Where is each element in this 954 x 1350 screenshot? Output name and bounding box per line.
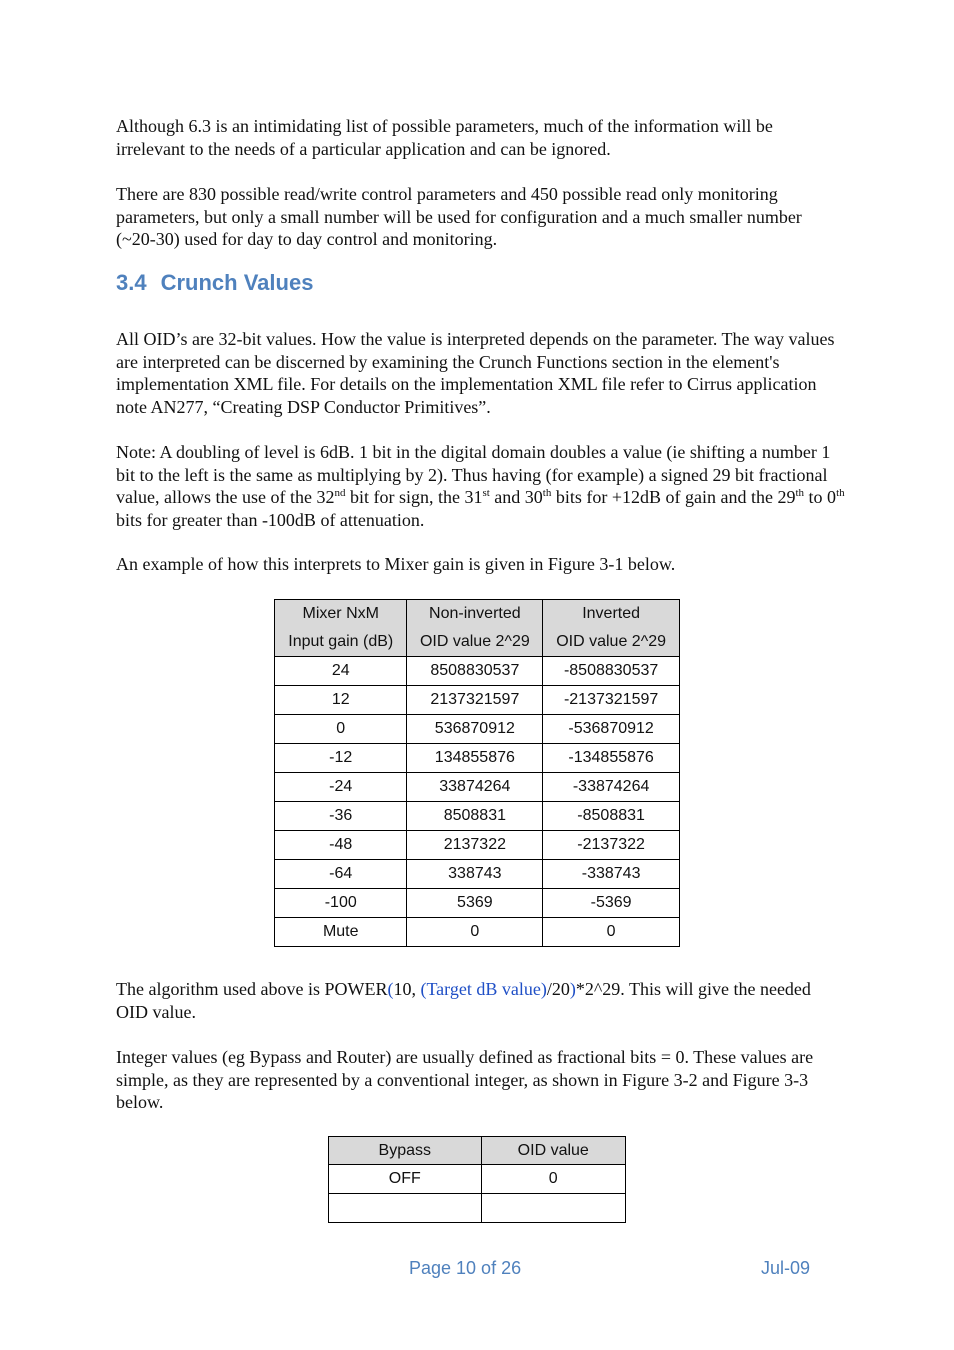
table-cell: 24 xyxy=(275,657,407,686)
table-cell: Mute xyxy=(275,918,407,947)
section-title: Crunch Values xyxy=(160,270,314,295)
table-row xyxy=(275,918,680,947)
algorithm-target-value: (Target dB value) xyxy=(420,979,547,999)
table-cell: OFF xyxy=(329,1165,482,1194)
paragraph-note xyxy=(116,441,846,531)
table-cell: -36 xyxy=(275,802,407,831)
superscript-th-3: th xyxy=(836,487,845,499)
table-row xyxy=(329,1194,626,1223)
header-inverted xyxy=(543,600,680,657)
table-cell: -5369 xyxy=(543,889,680,918)
table-header-row xyxy=(275,600,680,657)
table-cell: 8508831 xyxy=(407,802,543,831)
header-oid-value: OID value xyxy=(481,1137,626,1165)
table-cell: 134855876 xyxy=(407,744,543,773)
paragraph-intro: Although 6.3 is an intimidating list of possible parameters, much of the information will be irrelevant to the needs of a particular application and can be ignored. xyxy=(116,116,773,159)
section-number: 3.4 xyxy=(116,270,147,295)
header-bypass: Bypass xyxy=(329,1137,482,1165)
paragraph-example-intro: An example of how this interprets to Mixer gain is given in Figure 3-1 below. xyxy=(116,554,676,574)
note-text-1: Note: A doubling of level is 6dB. 1 bit in the digital domain doubles a value (ie shifting a number 1 bit to the left is the same as multiplying by 2). Thus having (for example) a signed 29 bit fractional value, allows the use of the 32 xyxy=(116,442,831,507)
table-cell: -8508830537 xyxy=(543,657,680,686)
table-row xyxy=(329,1165,626,1194)
table-cell: -48 xyxy=(275,831,407,860)
table-cell: -338743 xyxy=(543,860,680,889)
superscript-nd: nd xyxy=(334,487,346,499)
table-cell: -8508831 xyxy=(543,802,680,831)
paragraph-algorithm xyxy=(116,978,846,1023)
table-cell: 0 xyxy=(543,918,680,947)
algorithm-text-2: 10, xyxy=(393,979,421,999)
table-cell: -64 xyxy=(275,860,407,889)
footer-date: Jul-09 xyxy=(761,1258,811,1278)
header-line-1: Mixer NxM xyxy=(302,605,379,622)
superscript-st: st xyxy=(482,487,490,499)
table-cell xyxy=(329,1194,482,1223)
table-row xyxy=(275,686,680,715)
header-line-2: OID value 2^29 xyxy=(419,633,530,650)
paragraph-oid-values: All OID’s are 32-bit values. How the value is interpreted depends on the parameter. The way values are interpreted can be discerned by examining the Crunch Functions section in the element's implementation XML file. For details on the implementation XML file refer to Cirrus application note AN277, “Creating DSP Conductor Primitives”. xyxy=(116,329,835,417)
header-line-2: OID value 2^29 xyxy=(556,633,666,650)
table-cell: 2137321597 xyxy=(407,686,543,715)
table-header-row xyxy=(329,1137,626,1165)
table-row xyxy=(275,889,680,918)
header-line-2: Input gain (dB) xyxy=(288,633,394,650)
superscript-th-1: th xyxy=(542,487,552,499)
table-row xyxy=(275,773,680,802)
algorithm-text-1: The algorithm used above is POWER xyxy=(116,979,388,999)
table-cell: -2137321597 xyxy=(543,686,680,715)
header-non-inverted xyxy=(407,600,543,657)
table-row xyxy=(275,831,680,860)
table-cell: 8508830537 xyxy=(407,657,543,686)
table-cell: -134855876 xyxy=(543,744,680,773)
paragraph-integer-values: Integer values (eg Bypass and Router) are usually defined as fractional bits = 0. These values are simple, as they are represented by a conventional integer, as shown in Figure 3-2 and Figure 3-3 below. xyxy=(116,1047,814,1112)
section-heading xyxy=(116,270,313,296)
algorithm-paren-open: ( xyxy=(387,979,394,999)
table-cell: 0 xyxy=(407,918,543,947)
table-row xyxy=(275,744,680,773)
algorithm-paren-close: ) xyxy=(569,979,576,999)
paragraph-parameter-counts: There are 830 possible read/write control parameters and 450 possible read only monitoring parameters, but only a small number will be used for configuration and a much smaller number (~20-30) used for day to day control and monitoring. xyxy=(116,184,802,249)
table-row xyxy=(275,860,680,889)
table-cell: -2137322 xyxy=(543,831,680,860)
table-cell: 12 xyxy=(275,686,407,715)
note-text-2: bit for sign, the 31 xyxy=(345,487,483,507)
header-line-1: Inverted xyxy=(582,605,641,622)
table-cell xyxy=(481,1194,626,1223)
table-cell: 338743 xyxy=(407,860,543,889)
table-cell: 0 xyxy=(481,1165,626,1194)
header-input-gain xyxy=(275,600,407,657)
table-cell: 536870912 xyxy=(407,715,543,744)
table-cell: -12 xyxy=(275,744,407,773)
mixer-gain-table xyxy=(274,599,680,947)
footer-page-number: Page 10 of 26 xyxy=(409,1258,522,1278)
superscript-th-2: th xyxy=(795,487,805,499)
table-row xyxy=(275,657,680,686)
table-cell: -24 xyxy=(275,773,407,802)
note-text-5: to 0 xyxy=(804,487,837,507)
note-text-3: and 30 xyxy=(489,487,543,507)
note-text-6: bits for greater than -100dB of attenuation. xyxy=(116,509,425,530)
algorithm-text-4: *2^29. This will give the needed OID value. xyxy=(116,979,811,1022)
table-row xyxy=(275,715,680,744)
algorithm-text-3: /20 xyxy=(546,979,570,999)
table-cell: -33874264 xyxy=(543,773,680,802)
bypass-table xyxy=(328,1136,626,1223)
header-line-1: Non-inverted xyxy=(429,605,521,622)
table-cell: 0 xyxy=(275,715,407,744)
table-cell: 2137322 xyxy=(407,831,543,860)
table-cell: 5369 xyxy=(407,889,543,918)
table-row xyxy=(275,802,680,831)
table-cell: 33874264 xyxy=(407,773,543,802)
table-cell: -536870912 xyxy=(543,715,680,744)
note-text-4: bits for +12dB of gain and the 29 xyxy=(551,487,796,507)
table-cell: -100 xyxy=(275,889,407,918)
